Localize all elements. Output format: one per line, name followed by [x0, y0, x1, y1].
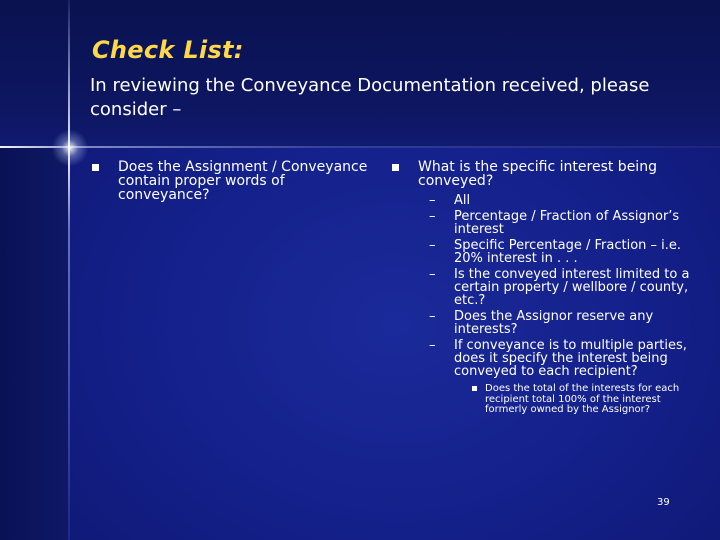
- square-bullet-icon: [472, 386, 477, 391]
- list-item: – Specific Percentage / Fraction – i.e. 20% interest in . . .: [429, 238, 682, 266]
- slide-title: Check List:: [92, 36, 244, 64]
- horizontal-rule: [0, 146, 720, 148]
- nested-sub-bullet-text: Does the total of the interests for each recipient total 100% of the interest formerly owned by the Assignor?: [485, 383, 680, 415]
- right-column: [392, 160, 692, 416]
- vertical-rule: [68, 0, 70, 540]
- list-item: – Percentage / Fraction of Assignor’s interest: [429, 209, 680, 237]
- sub-bullet-list: [392, 194, 692, 378]
- list-item: – All: [429, 193, 471, 208]
- nested-sub-bullet: [485, 384, 692, 416]
- left-strip: [0, 148, 68, 540]
- right-bullet-text: What is the specific interest being conveyed?: [418, 159, 657, 189]
- list-item: – Is the conveyed interest limited to a certain property / wellbore / county, etc.?: [429, 267, 690, 308]
- light-spark-decoration: [50, 128, 90, 168]
- left-column: [92, 160, 377, 202]
- square-bullet-icon: [92, 164, 99, 171]
- slide-subtitle: In reviewing the Conveyance Documentation received, please consider –: [90, 75, 650, 120]
- left-bullet-text: Does the Assignment / Conveyance contain proper words of conveyance?: [118, 159, 368, 203]
- list-item: – Does the Assignor reserve any interests?: [429, 309, 654, 337]
- page-number: 39: [657, 497, 670, 508]
- square-bullet-icon: [392, 164, 399, 171]
- list-item: – If conveyance is to multiple parties, does it specify the interest being conveyed to each recipient?: [429, 338, 687, 379]
